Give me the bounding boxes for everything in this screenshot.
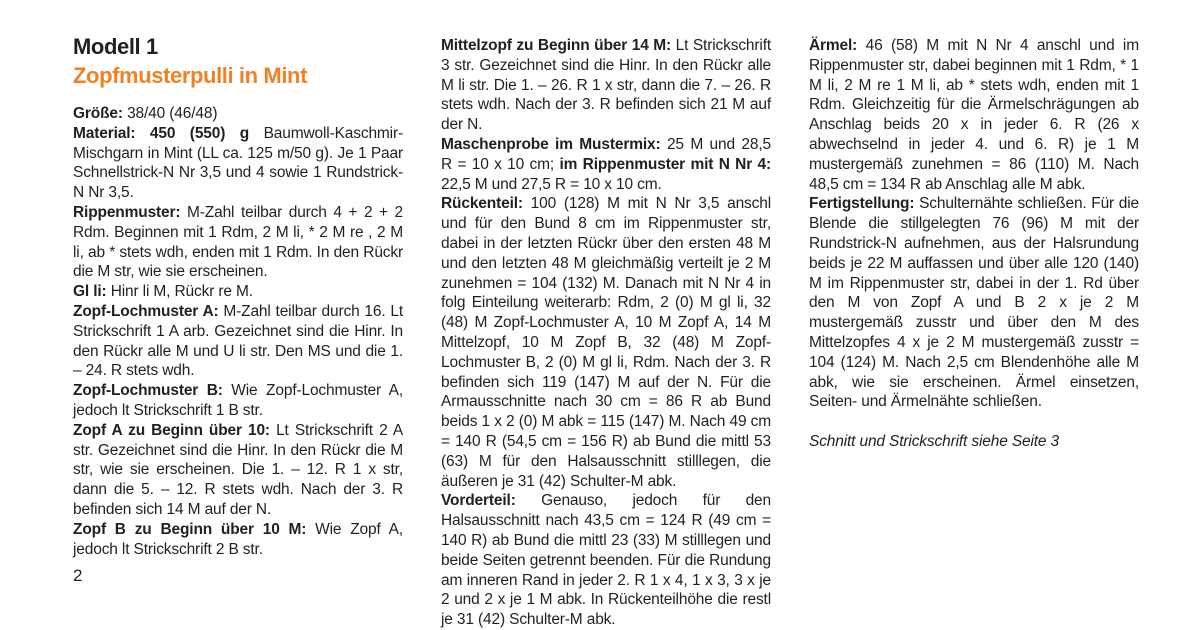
section-sleeves: Ärmel: 46 (58) M mit N Nr 4 anschl und im Rippenmuster str, dabei beginnen mit 1 Rdm, * 1 M li, 2 M re 1 M li, ab * stets wdh, enden mit 1 Rdm. Gleichzeitig für die Ärmelschrägungen ab Anschlag beids 20 x in jeder 6. R (26 x abwechselnd in jeder 4. und 6. R) je 1 M mustergemäß zunehmen = 86 (110) M. Nach 48,5 cm = 134 R ab Anschlag alle M abk. — [809, 37, 1139, 193]
reference-note: Schnitt und Strickschrift siehe Seite 3 — [809, 432, 1060, 450]
pattern-title: Zopfmusterpulli in Mint — [73, 63, 307, 88]
section-cable-b: Zopf B zu Beginn über 10 M: Wie Zopf A, jedoch lt Strickschrift 2 B str. — [73, 520, 403, 558]
section-rib-pattern: Rippenmuster: M-Zahl teilbar durch 4 + 2 + 2 Rdm. Beginnen mit 1 Rdm, 2 M li, * 2 M re , 2 M li, ab * stets wdh, enden mit 1 Rdm. In den Rückr die M str, wie sie erscheinen. — [73, 203, 403, 281]
section-reverse-stockinette: Gl li: Hinr li M, Rückr re M. — [73, 283, 253, 301]
text-column-2 — [441, 36, 771, 630]
section-center-cable: Mittelzopf zu Beginn über 14 M: Lt Strickschrift 3 str. Gezeichnet sind die Hinr. In den Rückr alle M li str. Die 1. – 26. R 1 x str, dann die 7. – 26. R stets wdh. Nach der 3. R befinden sich 21 M auf der N. — [441, 37, 772, 134]
section-back: Rückenteil: 100 (128) M mit N Nr 3,5 anschl und für den Bund 8 cm im Rippenmuster str, dabei in der letzten Rückr über den ersten 48 M und den letzten 48 M gleichmäßig verteilt je 2 M zunehmen = 104 (132) M. Danach mit N Nr 4 in folg Einteilung weiterarb: Rdm, 2 (0) M gl li, 32 (48) M Zopf-Lochmuster A, 10 M Zopf A, 14 M Mittelzopf, 10 M Zopf B, 32 (48) M Zopf-Lochmuster B, 2 (0) M gl li, Rdm. Nach der 3. R befinden sich 119 (147) M auf der N. Für die Armausschnitte nach 30 cm = 86 R ab Bund beids 1 x 2 (0) M abk = 115 (147) M. Nach 49 cm = 140 R (54,5 cm = 156 R) ab Bund die mittl 53 (63) M für den Halsausschnitt stilllegen, die äußeren je 31 (42) Schulter-M abk. — [441, 195, 771, 490]
model-label: Modell 1 — [73, 34, 158, 59]
page-number: 2 — [73, 566, 83, 585]
section-finishing: Fertigstellung: Schulternähte schließen. Für die Blende die stillgelegten 76 (96) M mit der Rundstrick-N aufnehmen, aus der Halsrundung beids je 22 M auffassen und über alle 120 (140) M im Rippenmuster str, dabei in der 1. Rd über den M von Zopf A und B 2 x je 2 M mustergemäß zusstr und über den M des Mittelzopfes 4 x je 2 M mustergemäß zusstr = 104 (124) M. Nach 2,5 cm Blendenhöhe alle M abk, wie sie erscheinen. Ärmel einsetzen, Seiten- und Ärmelnähte schließen. — [809, 195, 1139, 411]
section-cable-a: Zopf A zu Beginn über 10: Lt Strickschrift 2 A str. Gezeichnet sind die Hinr. In den Rückr die M str, wie sie erscheinen. Die 1. – 12. R 1 x str, dann die 5. – 12. R stets wdh. Nach der 3. R befinden sich 14 M auf der N. — [73, 421, 404, 518]
section-front: Vorderteil: Genauso, jedoch für den Halsausschnitt nach 43,5 cm = 124 R (49 cm = 140 R) ab Bund die mittl 23 (33) M stilllegen und beide Seiten getrennt beenden. Für die Rundung am inneren Rand in jeder 2. R 1 x 4, 1 x 3, 3 x je 2 und 2 x je 1 M abk. In Rückenteilhöhe die restl je 31 (42) Schulter-M abk. — [441, 492, 771, 629]
text-column-1 — [73, 104, 403, 559]
section-material: Material: 450 (550) g Baumwoll-Kaschmir-Mischgarn in Mint (LL ca. 125 m/50 g). Je 1 Paar Schnellstrick-N Nr 3,5 und 4 sowie 1 Rundstrick-N Nr 3,5. — [73, 124, 403, 202]
section-cable-lace-a: Zopf-Lochmuster A: M-Zahl teilbar durch 16. Lt Strickschrift 1 A arb. Gezeichnet sind die Hinr. In den Rückr alle M und U li str. Den MS und die 1. – 24. R stets wdh. — [73, 302, 403, 380]
text-column-3 — [809, 36, 1139, 452]
section-gauge: Maschenprobe im Mustermix: 25 M und 28,5 R = 10 x 10 cm; im Rippenmuster mit N Nr 4: 22,5 M und 27,5 R = 10 x 10 cm. — [441, 135, 771, 193]
section-size: Größe: 38/40 (46/48) — [73, 105, 218, 122]
section-cable-lace-b: Zopf-Lochmuster B: Wie Zopf-Lochmuster A, jedoch lt Strickschrift 1 B str. — [73, 382, 403, 419]
